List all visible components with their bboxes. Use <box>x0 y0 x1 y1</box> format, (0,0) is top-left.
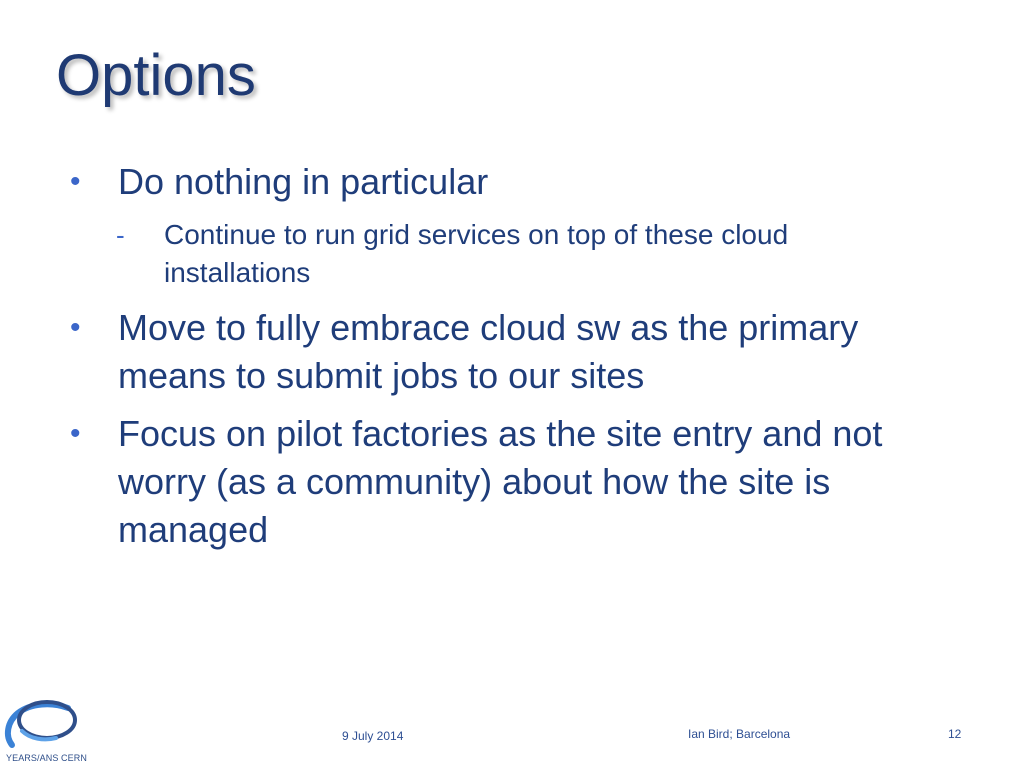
cern-logo-icon <box>0 695 92 755</box>
sub-bullet-marker: - <box>116 220 125 250</box>
footer-center: Ian Bird; Barcelona <box>688 727 791 741</box>
bullet-marker: • <box>70 165 81 198</box>
cern-60-years-logo <box>0 695 92 768</box>
bullet-item-do-nothing <box>70 158 970 206</box>
sub-bullet-text: Continue to run grid services on top of these cloud installations <box>164 219 789 288</box>
bullet-text: Focus on pilot factories as the site entry and not worry (as a community) about how the site is managed <box>118 413 883 550</box>
bullet-item-embrace-cloud <box>70 304 970 400</box>
footer-date: 9 July 2014 <box>342 729 404 743</box>
slide-title: Options <box>56 43 256 108</box>
bullet-item-pilot-factories <box>70 410 970 554</box>
slide-content <box>70 158 970 564</box>
bullet-marker: • <box>70 311 81 344</box>
bullet-text: Move to fully embrace cloud sw as the primary means to submit jobs to our sites <box>118 307 859 396</box>
logo-text: YEARS/ANS CERN <box>6 753 87 763</box>
footer-page-number: 12 <box>948 727 962 741</box>
bullet-marker: • <box>70 417 81 450</box>
sub-bullet-item <box>116 216 864 292</box>
bullet-text: Do nothing in particular <box>118 161 489 202</box>
